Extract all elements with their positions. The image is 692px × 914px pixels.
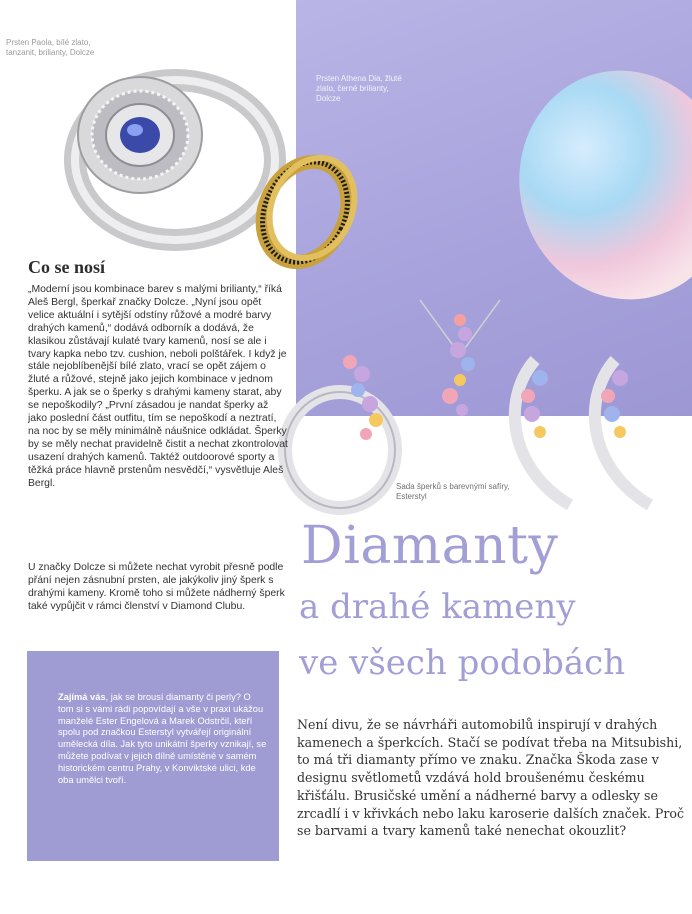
- article-title-line-1: Diamanty: [301, 516, 559, 576]
- info-box-body: , jak se brousí diamanty či perly? O tom si s vámi rádi popovídají a vše v praxi ukážou manželé Ester Engelová a Marek Odstrčil, kteří spolu pod značkou Esterstyl vytvářejí originální umělecká díla. Jak tyto unikátní šperky vznikají, se můžete podívat v jejich dílně umístěné v samém historickém centru Prahy, v Konviktské ulici, kde oba umělci tvoří.: [58, 692, 267, 785]
- body-paragraph: „Moderní jsou kombinace barev s malými brilianty,“ říká Aleš Bergl, šperkař značky Dolcze. „Nyní jsou opět velice aktuální i sytější odstíny růžové a modré barvy drahých kamenů,“ dodává odborník a dodává, že klasikou zůstávají kulaté tvary kamenů, nosí se ale i tvary kapka nebo tzv. cushion, neboli polštářek. I když je stále nejoblíbenější bílé zlato, vrací se opět zájem o žluté a růžové, stejně jako jejich kombinace v jednom šperku. A jak se o šperky s drahými kameny starat, aby se nepoškodily? „První zásadou je nandat šperky až jako poslední část outfitu, tím se nepoškodí a neztratí, na noc by se měly minimálně náušnice odkládat. Šperky by se měly nechat pravidelně čistit a nechat zkontrolovat usazení drahých kamenů. Taktéž outdoorové sporty a těžká práce hlavně prstenům nesvědčí,“ vysvětluje Aleš Bergl.: [28, 284, 288, 489]
- caption-jewelry-set: Sada šperků s barevnými safíry, Esterstyl: [396, 482, 510, 501]
- lead-paragraph: Není divu, že se návrháři automobilů inspirují v drahých kamenech a šperkcích. Stačí se podívat třeba na Mitsubishi, to má tři diamanty přímo ve znaku. Značka Škoda zase v designu světlometů vzdává hold broušenému českému křišťálu. Brusičské umění a nádherné barvy a odlesky se zrcadlí i v křivkách nebo laku karoserie dalších značek. Proč se barvami a tvary kamenů také nenechat okouzlit?: [297, 717, 685, 839]
- info-box-lead: Zajímá vás: [58, 692, 106, 702]
- info-box-text: [58, 692, 268, 786]
- caption-ring-paola: Prsten Paola, bílé zlato, tanzanit, brilianty, Dolcze: [6, 38, 95, 57]
- article-title-line-2: a drahé kameny: [299, 587, 576, 627]
- article-title-line-3: ve všech podobách: [299, 643, 626, 683]
- section-heading: Co se nosí: [28, 257, 106, 277]
- ring-athena-icon: [250, 150, 360, 275]
- body-paragraph: U značky Dolcze si můžete nechat vyrobit přesně podle přání nejen zásnubní prsten, ale jakýkoliv jiný šperk s drahými kameny. Kromě toho si můžete nádherný šperk také vypůjčit v rámci členství v Diamond Clubu.: [28, 562, 285, 612]
- caption-ring-athena: Prsten Athena Dia, žluté zlato, černé brilianty, Dolcze: [316, 74, 402, 103]
